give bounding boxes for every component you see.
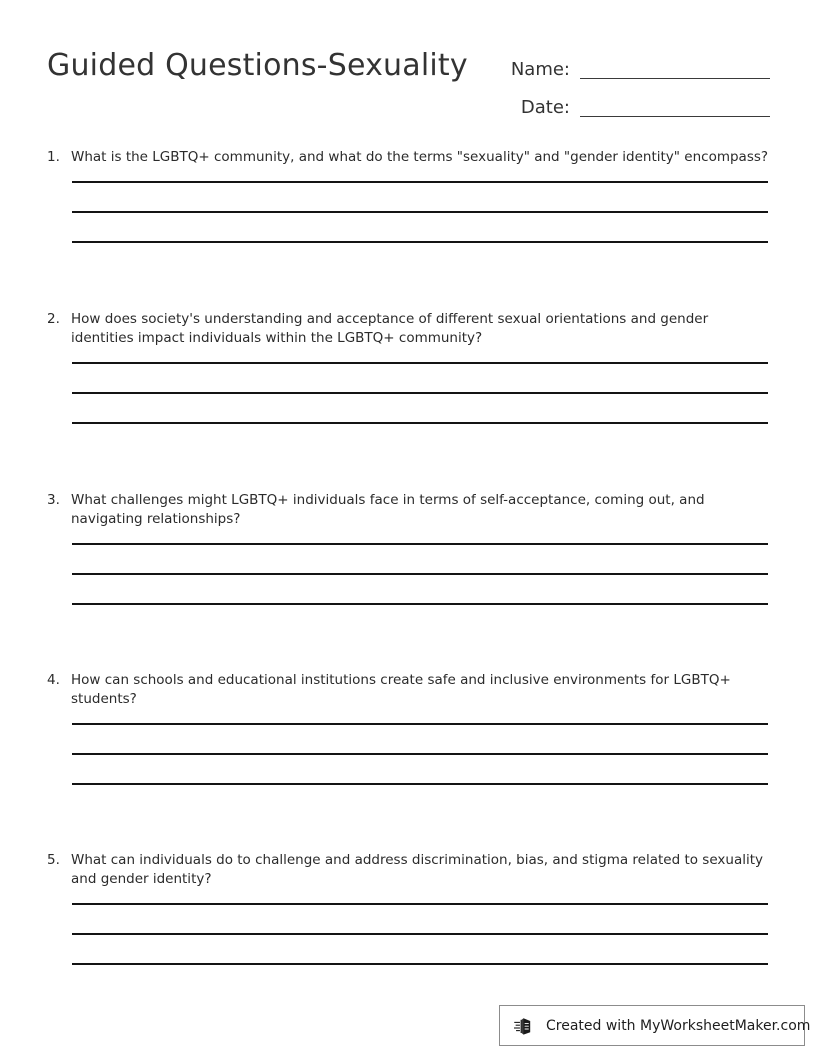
question-1-number: 1. [47,149,60,165]
question-item-3 [47,491,769,605]
question-4-heading [47,671,769,709]
question-3-number: 3. [47,492,60,508]
question-item-1 [47,148,769,243]
question-3-answer-area[interactable] [72,543,769,605]
question-5-number: 5. [47,852,60,868]
question-5-heading [47,851,769,889]
answer-line[interactable] [72,753,768,755]
answer-line[interactable] [72,963,768,965]
name-field-input[interactable] [580,78,770,79]
answer-line[interactable] [72,362,768,364]
question-item-4 [47,671,769,785]
question-3-text: What challenges might LGBTQ+ individuals face in terms of self-acceptance, coming out, and navigating relationships? [71,492,705,527]
answer-line[interactable] [72,933,768,935]
answer-line[interactable] [72,211,768,213]
question-5-text: What can individuals do to challenge and address discrimination, bias, and stigma related to sexuality and gender identity? [71,852,764,887]
question-1-heading [47,148,769,167]
name-field-row [470,44,770,82]
question-2-text: How does society's understanding and acceptance of different sexual orientations and gender identities impact individuals within the LGBTQ+ community? [71,311,709,346]
worksheet-header [0,0,816,130]
question-item-2 [47,310,769,424]
name-field-label: Name: [510,59,570,80]
answer-line[interactable] [72,783,768,785]
question-1-text: What is the LGBTQ+ community, and what do the terms "sexuality" and "gender identity" encompass? [71,149,769,165]
question-5-answer-area[interactable] [72,903,769,965]
answer-line[interactable] [72,392,768,394]
answer-line[interactable] [72,181,768,183]
question-2-number: 2. [47,311,60,327]
created-with-badge[interactable] [499,1005,811,1046]
student-info-fields [470,44,770,120]
date-field-label: Date: [520,97,570,118]
worksheet-maker-logo-icon [514,1015,536,1037]
date-field-row [470,82,770,120]
page-title: Guided Questions-Sexuality [47,48,468,83]
question-2-answer-area[interactable] [72,362,769,424]
question-1-answer-area[interactable] [72,181,769,243]
question-3-heading [47,491,769,529]
answer-line[interactable] [72,603,768,605]
question-item-5 [47,851,769,965]
answer-line[interactable] [72,241,768,243]
question-4-number: 4. [47,672,60,688]
question-4-answer-area[interactable] [72,723,769,785]
date-field-input[interactable] [580,116,770,117]
answer-line[interactable] [72,903,768,905]
answer-line[interactable] [72,422,768,424]
question-4-text: How can schools and educational institutions create safe and inclusive environments for LGBTQ+ students? [71,672,731,707]
answer-line[interactable] [72,723,768,725]
question-2-heading [47,310,769,348]
answer-line[interactable] [72,543,768,545]
answer-line[interactable] [72,573,768,575]
created-with-label: Created with MyWorksheetMaker.com [546,1017,811,1034]
